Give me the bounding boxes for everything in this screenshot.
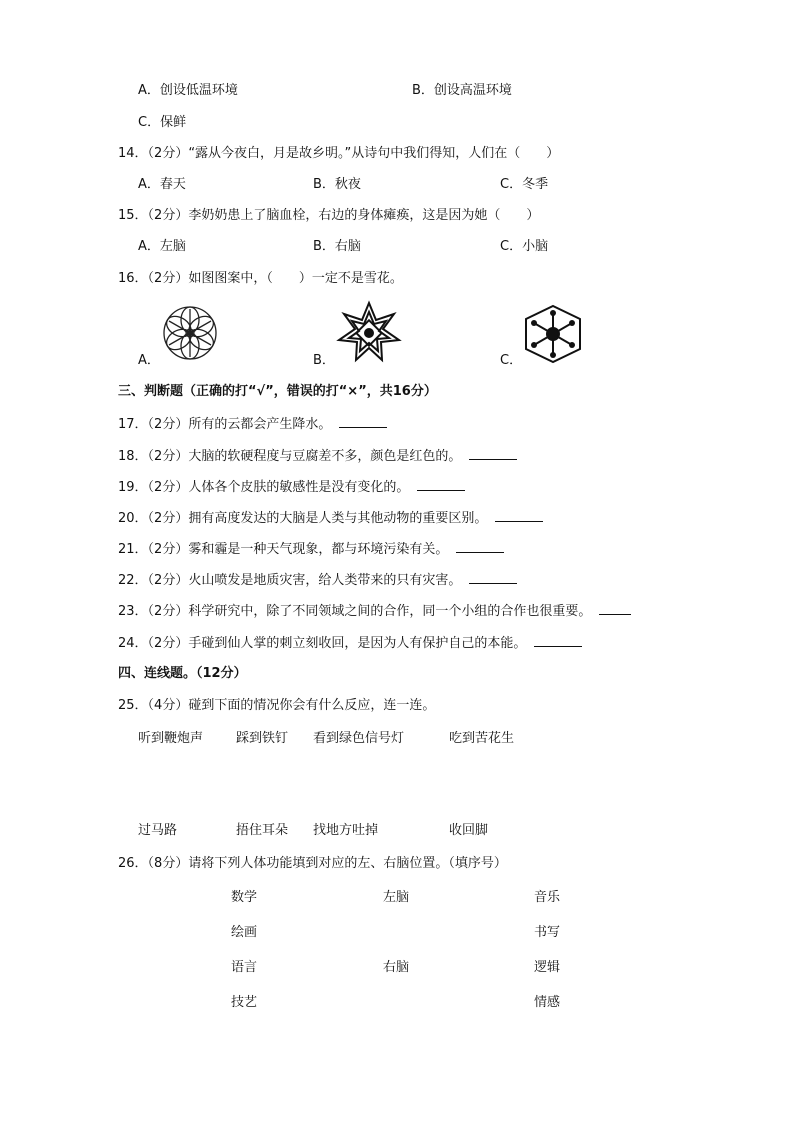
q22-row bbox=[118, 571, 517, 590]
q25-question: 25．（4分）碰到下面的情况你会有什么反应，连一连。 bbox=[118, 698, 436, 713]
section-4-heading: 四、连线题。（12分） bbox=[118, 666, 247, 681]
q26-left-item: 技艺 bbox=[231, 995, 258, 1010]
q25-top-item[interactable]: 踩到铁钉 bbox=[236, 731, 289, 746]
q14-option-b: B．秋夜 bbox=[313, 177, 361, 192]
answer-blank[interactable] bbox=[495, 509, 543, 522]
q25-bottom-item[interactable]: 过马路 bbox=[138, 823, 178, 838]
q16-option-a-label: A． bbox=[138, 353, 160, 368]
q15-option-b: B．右脑 bbox=[313, 239, 361, 254]
q26-left-item: 语言 bbox=[231, 960, 258, 975]
q25-top-item[interactable]: 吃到苦花生 bbox=[449, 731, 515, 746]
q26-right-item: 书写 bbox=[534, 925, 561, 940]
q25-top-item[interactable]: 看到绿色信号灯 bbox=[313, 731, 405, 746]
q14-question: 14．（2分）“露从今夜白，月是故乡明。”从诗句中我们得知，人们在（ ） bbox=[118, 146, 560, 161]
q26-left-item: 数学 bbox=[231, 890, 258, 905]
q18-question: 18．（2分）大脑的软硬程度与豆腐差不多，颜色是红色的。 bbox=[118, 449, 462, 464]
q22-question: 22．（2分）火山喷发是地质灾害，给人类带来的只有灾害。 bbox=[118, 573, 462, 588]
q25-bottom-item[interactable]: 收回脚 bbox=[449, 823, 489, 838]
q14-option-c: C．冬季 bbox=[500, 177, 549, 192]
q17-question: 17．（2分）所有的云都会产生降水。 bbox=[118, 417, 332, 432]
q13-option-c: C．保鲜 bbox=[138, 115, 187, 130]
q24-row bbox=[118, 634, 582, 653]
q19-question: 19．（2分）人体各个皮肤的敏感性是没有变化的。 bbox=[118, 480, 410, 495]
q15-option-a: A．左脑 bbox=[138, 239, 186, 254]
q24-question: 24．（2分）手碰到仙人掌的刺立刻收回，是因为人有保护自己的本能。 bbox=[118, 636, 527, 651]
geometric-star-pattern-icon bbox=[336, 300, 402, 366]
q26-left-item: 绘画 bbox=[231, 925, 258, 940]
q13-option-a: A．创设低温环境 bbox=[138, 83, 238, 98]
section-3-heading: 三、判断题（正确的打“√”，错误的打“×”，共16分） bbox=[118, 384, 437, 399]
answer-blank[interactable] bbox=[456, 540, 504, 553]
hexagon-snowflake-pattern-icon bbox=[520, 303, 586, 365]
q15-question: 15．（2分）李奶奶患上了脑血栓，右边的身体瘫痪，这是因为她（ ） bbox=[118, 208, 540, 223]
q26-question: 26．（8分）请将下列人体功能填到对应的左、右脑位置。（填序号） bbox=[118, 856, 507, 871]
q26-right-item: 逻辑 bbox=[534, 960, 561, 975]
q14-option-a: A．春天 bbox=[138, 177, 186, 192]
q19-row bbox=[118, 478, 465, 497]
q23-question: 23．（2分）科学研究中，除了不同领域之间的合作，同一个小组的合作也很重要。 bbox=[118, 604, 592, 619]
q25-bottom-item[interactable]: 找地方吐掉 bbox=[313, 823, 379, 838]
q20-question: 20．（2分）拥有高度发达的大脑是人类与其他动物的重要区别。 bbox=[118, 511, 488, 526]
answer-blank[interactable] bbox=[469, 447, 517, 460]
q23-row bbox=[118, 602, 631, 621]
answer-blank[interactable] bbox=[599, 602, 631, 615]
q26-left-brain-label: 左脑 bbox=[383, 890, 410, 905]
q21-question: 21．（2分）雾和霾是一种天气现象，都与环境污染有关。 bbox=[118, 542, 449, 557]
q26-right-brain-label: 右脑 bbox=[383, 960, 410, 975]
q21-row bbox=[118, 540, 504, 559]
answer-blank[interactable] bbox=[417, 478, 465, 491]
answer-blank[interactable] bbox=[534, 634, 582, 647]
answer-blank[interactable] bbox=[339, 415, 387, 428]
q16-question: 16．（2分）如图图案中，（ ）一定不是雪花。 bbox=[118, 271, 403, 286]
q18-row bbox=[118, 447, 517, 466]
q16-option-c-label: C． bbox=[500, 353, 523, 368]
q20-row bbox=[118, 509, 543, 528]
q15-option-c: C．小脑 bbox=[500, 239, 549, 254]
flower-pattern-icon bbox=[160, 303, 220, 363]
answer-blank[interactable] bbox=[469, 571, 517, 584]
q25-bottom-item[interactable]: 捂住耳朵 bbox=[236, 823, 289, 838]
q13-option-b: B．创设高温环境 bbox=[412, 83, 512, 98]
q26-right-item: 音乐 bbox=[534, 890, 561, 905]
q25-top-item[interactable]: 听到鞭炮声 bbox=[138, 731, 204, 746]
q26-right-item: 情感 bbox=[534, 995, 561, 1010]
q16-option-b-label: B． bbox=[313, 353, 335, 368]
q17-row bbox=[118, 415, 387, 434]
